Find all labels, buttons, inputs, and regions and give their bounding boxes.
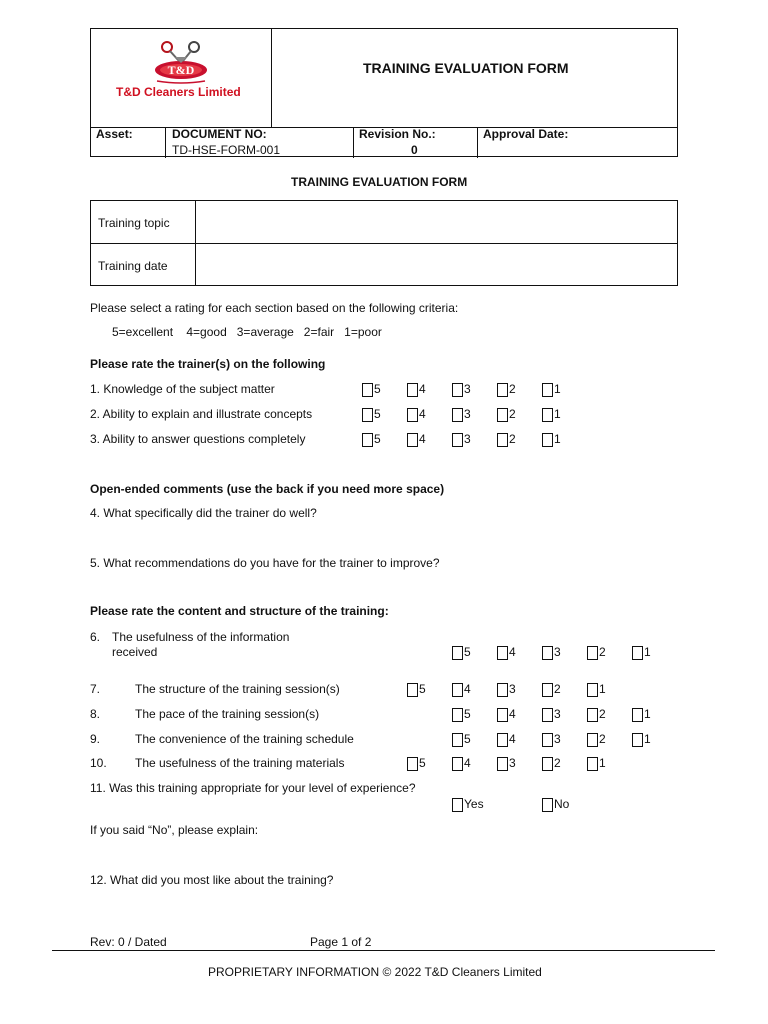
- rating-label: 3: [509, 682, 516, 696]
- trainer-section-heading: Please rate the trainer(s) on the following: [90, 357, 326, 371]
- question-6-text: The usefulness of the information: [112, 630, 290, 644]
- rating-label: 1: [644, 707, 651, 721]
- rating-checkbox[interactable]: [542, 646, 553, 660]
- rating-checkbox[interactable]: [452, 708, 463, 722]
- question-8-text: The pace of the training session(s): [135, 707, 320, 721]
- rating-checkbox[interactable]: [542, 733, 553, 747]
- footer-divider: [52, 950, 715, 951]
- question-3: 3. Ability to answer questions completely: [90, 432, 306, 446]
- yes-label: Yes: [464, 797, 484, 811]
- question-6-text-cont: received: [112, 645, 158, 659]
- document-header-table: [90, 28, 678, 157]
- rating-label: 3: [464, 382, 471, 396]
- rating-checkbox[interactable]: [497, 383, 508, 397]
- rating-checkbox[interactable]: [632, 646, 643, 660]
- document-no-value: TD-HSE-FORM-001: [172, 143, 281, 157]
- company-logo-icon: [91, 29, 271, 89]
- rating-label: 5: [464, 707, 471, 721]
- rating-checkbox[interactable]: [452, 683, 463, 697]
- rating-label: 3: [554, 645, 561, 659]
- rating-checkbox[interactable]: [452, 646, 463, 660]
- rating-checkbox[interactable]: [362, 433, 373, 447]
- question-9-number: 9.: [90, 732, 101, 746]
- form-title: TRAINING EVALUATION FORM: [363, 60, 569, 76]
- rating-checkbox[interactable]: [452, 383, 463, 397]
- rating-label: 2: [599, 732, 606, 746]
- svg-text:T&D: T&D: [167, 63, 195, 77]
- rating-checkbox[interactable]: [587, 708, 598, 722]
- rating-label: 4: [419, 407, 426, 421]
- rating-checkbox[interactable]: [587, 646, 598, 660]
- no-checkbox[interactable]: [542, 798, 553, 812]
- content-section-heading: Please rate the content and structure of the training:: [90, 604, 389, 618]
- rating-label: 3: [554, 732, 561, 746]
- rating-label: 2: [554, 682, 561, 696]
- rating-label: 2: [554, 756, 561, 770]
- revision-value: 0: [411, 143, 418, 157]
- header-divider: [271, 29, 272, 128]
- question-12: 12. What did you most like about the training?: [90, 873, 334, 887]
- rating-checkbox[interactable]: [542, 433, 553, 447]
- question-7-number: 7.: [90, 682, 101, 696]
- rating-label: 1: [554, 382, 561, 396]
- rating-label: 2: [509, 382, 516, 396]
- table-divider: [91, 243, 677, 244]
- rating-label: 5: [374, 382, 381, 396]
- rating-label: 4: [419, 432, 426, 446]
- rating-checkbox[interactable]: [407, 433, 418, 447]
- rating-label: 5: [419, 682, 426, 696]
- rating-label: 2: [509, 432, 516, 446]
- header-divider: [165, 127, 166, 158]
- rating-label: 3: [554, 707, 561, 721]
- rating-checkbox[interactable]: [497, 757, 508, 771]
- question-4: 4. What specifically did the trainer do well?: [90, 506, 317, 520]
- footer-page-number: Page 1 of 2: [310, 935, 372, 949]
- rating-checkbox[interactable]: [542, 708, 553, 722]
- explain-prompt: If you said “No”, please explain:: [90, 823, 259, 837]
- yes-checkbox[interactable]: [452, 798, 463, 812]
- rating-checkbox[interactable]: [452, 433, 463, 447]
- question-10-text: The usefulness of the training materials: [135, 756, 345, 770]
- criteria-intro: Please select a rating for each section based on the following criteria:: [90, 301, 459, 315]
- no-label: No: [554, 797, 570, 811]
- question-11: 11. Was this training appropriate for your level of experience?: [90, 781, 416, 795]
- rating-checkbox[interactable]: [542, 757, 553, 771]
- question-2: 2. Ability to explain and illustrate concepts: [90, 407, 313, 421]
- rating-checkbox[interactable]: [497, 683, 508, 697]
- rating-checkbox[interactable]: [497, 646, 508, 660]
- company-name: T&D Cleaners Limited: [116, 85, 241, 99]
- rating-label: 3: [464, 407, 471, 421]
- rating-label: 2: [599, 645, 606, 659]
- question-7-text: The structure of the training session(s): [135, 682, 340, 696]
- rating-checkbox[interactable]: [587, 733, 598, 747]
- rating-label: 2: [509, 407, 516, 421]
- question-10-number: 10.: [90, 756, 107, 770]
- rating-checkbox[interactable]: [542, 683, 553, 697]
- rating-checkbox[interactable]: [362, 408, 373, 422]
- rating-checkbox[interactable]: [542, 408, 553, 422]
- rating-label: 5: [374, 407, 381, 421]
- footer-revision: Rev: 0 / Dated: [90, 935, 167, 949]
- section-title: TRAINING EVALUATION FORM: [291, 175, 468, 189]
- question-8-number: 8.: [90, 707, 101, 721]
- rating-scale: 5=excellent 4=good 3=average 2=fair 1=poor: [112, 325, 382, 339]
- header-divider: [477, 127, 478, 158]
- approval-date-label: Approval Date:: [483, 127, 569, 141]
- training-date-label: Training date: [98, 259, 168, 273]
- rating-checkbox[interactable]: [497, 733, 508, 747]
- company-logo: [91, 29, 271, 128]
- rating-checkbox[interactable]: [362, 383, 373, 397]
- rating-label: 1: [599, 756, 606, 770]
- rating-checkbox[interactable]: [587, 683, 598, 697]
- rating-label: 4: [464, 756, 471, 770]
- rating-label: 5: [419, 756, 426, 770]
- rating-checkbox[interactable]: [632, 733, 643, 747]
- rating-checkbox[interactable]: [407, 383, 418, 397]
- rating-checkbox[interactable]: [632, 708, 643, 722]
- rating-label: 1: [644, 732, 651, 746]
- question-9-text: The convenience of the training schedule: [135, 732, 354, 746]
- rating-label: 5: [464, 732, 471, 746]
- training-details-table: [90, 200, 678, 286]
- rating-checkbox[interactable]: [497, 408, 508, 422]
- rating-checkbox[interactable]: [452, 733, 463, 747]
- rating-label: 1: [554, 432, 561, 446]
- rating-label: 3: [509, 756, 516, 770]
- rating-label: 3: [464, 432, 471, 446]
- rating-label: 4: [509, 732, 516, 746]
- open-ended-heading: Open-ended comments (use the back if you need more space): [90, 482, 445, 496]
- rating-label: 2: [599, 707, 606, 721]
- rating-checkbox[interactable]: [452, 408, 463, 422]
- revision-label: Revision No.:: [359, 127, 436, 141]
- rating-label: 1: [599, 682, 606, 696]
- rating-label: 4: [509, 645, 516, 659]
- rating-label: 1: [644, 645, 651, 659]
- rating-label: 5: [464, 645, 471, 659]
- document-no-label: DOCUMENT NO:: [172, 127, 267, 141]
- rating-label: 5: [374, 432, 381, 446]
- rating-checkbox[interactable]: [407, 683, 418, 697]
- header-divider: [353, 127, 354, 158]
- question-6-number: 6.: [90, 630, 101, 644]
- training-topic-label: Training topic: [98, 216, 170, 230]
- question-5: 5. What recommendations do you have for the trainer to improve?: [90, 556, 440, 570]
- rating-checkbox[interactable]: [407, 408, 418, 422]
- rating-checkbox[interactable]: [587, 757, 598, 771]
- question-1: 1. Knowledge of the subject matter: [90, 382, 275, 396]
- rating-checkbox[interactable]: [452, 757, 463, 771]
- rating-label: 1: [554, 407, 561, 421]
- rating-checkbox[interactable]: [542, 383, 553, 397]
- rating-label: 4: [464, 682, 471, 696]
- rating-label: 4: [419, 382, 426, 396]
- asset-label: Asset:: [96, 127, 133, 141]
- footer-proprietary: PROPRIETARY INFORMATION © 2022 T&D Cleaners Limited: [208, 965, 542, 979]
- rating-checkbox[interactable]: [407, 757, 418, 771]
- rating-checkbox[interactable]: [497, 708, 508, 722]
- rating-label: 4: [509, 707, 516, 721]
- rating-checkbox[interactable]: [497, 433, 508, 447]
